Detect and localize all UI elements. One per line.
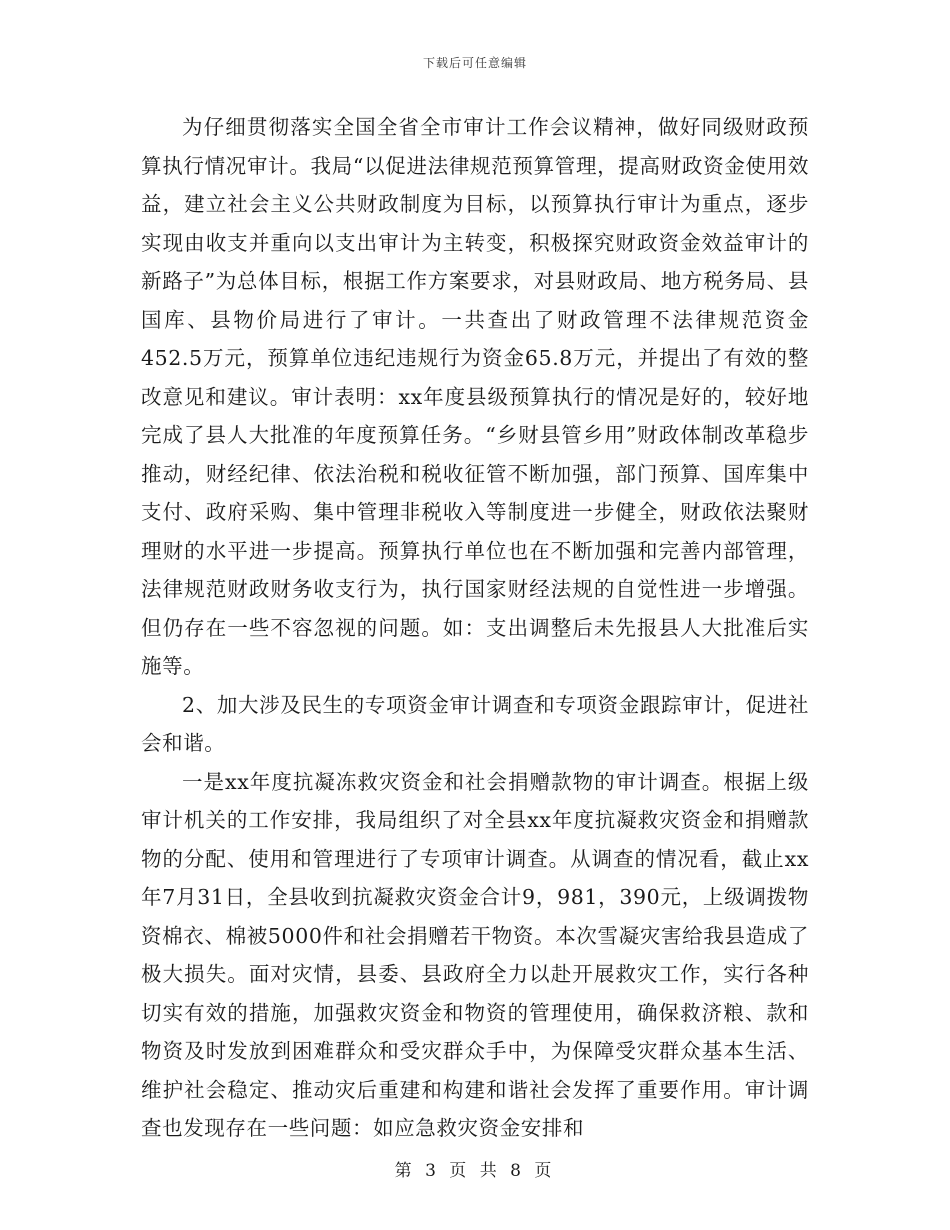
paragraph-budget-audit: 为仔细贯彻落实全国全省全市审计工作会议精神，做好同级财政预算执行情况审计。我局“以促进法律规范预算管理，提高财政资金使用效益，建立社会主义公共财政制度为目标，以预算执行审计为重点，逐步实现由收支并重向以支出审计为主转变，积极探究财政资金效益审计的新路子”为总体目标，根据工作方案要求，对县财政局、地方税务局、县国库、县物价局进行了审计。一共查出了财政管理不法律规范资金452.5万元，预算单位违纪违规行为资金65.8万元，并提出了有效的整改意见和建议。审计表明：xx年度县级预算执行的情况是好的，较好地完成了县人大批准的年度预算任务。“乡财县管乡用”财政体制改革稳步推动，财经纪律、依法治税和税收征管不断加强，部门预算、国库集中支付、政府采购、集中管理非税收入等制度进一步健全，财政依法聚财理财的水平进一步提高。预算执行单位也在不断加强和完善内部管理，法律规范财政财务收支行为，执行国家财经法规的自觉性进一步增强。但仍存在一些不容忽视的问题。如：支出调整后未先报县人大批准后实施等。 [141,115,809,678]
page-number: 第 3 页 共 8 页 [394,1161,556,1181]
page-header-note: 下载后可任意编辑 [422,56,527,70]
paragraph-section-heading: 2、加大涉及民生的专项资金审计调查和专项资金跟踪审计，促进社会和谐。 [141,692,809,755]
document-body [141,108,809,1148]
paragraph-disaster-relief-audit: 一是xx年度抗凝冻救灾资金和社会捐赠款物的审计调查。根据上级审计机关的工作安排，我局组织了对全县xx年度抗凝救灾资金和捐赠款物的分配、使用和管理进行了专项审计调查。从调查的情况看，截止xx年7月31日，全县收到抗凝救灾资金合计9，981，390元，上级调拨物资棉衣、棉被5000件和社会捐赠若干物资。本次雪凝灾害给我县造成了极大损失。面对灾情，县委、县政府全力以赴开展救灾工作，实行各种切实有效的措施，加强救灾资金和物资的管理使用，确保救济粮、款和物资及时发放到困难群众和受灾群众手中，为保障受灾群众基本生活、维护社会稳定、推动灾后重建和构建和谐社会发挥了重要作用。审计调查也发现存在一些问题：如应急救灾资金安排和 [141,769,809,1140]
